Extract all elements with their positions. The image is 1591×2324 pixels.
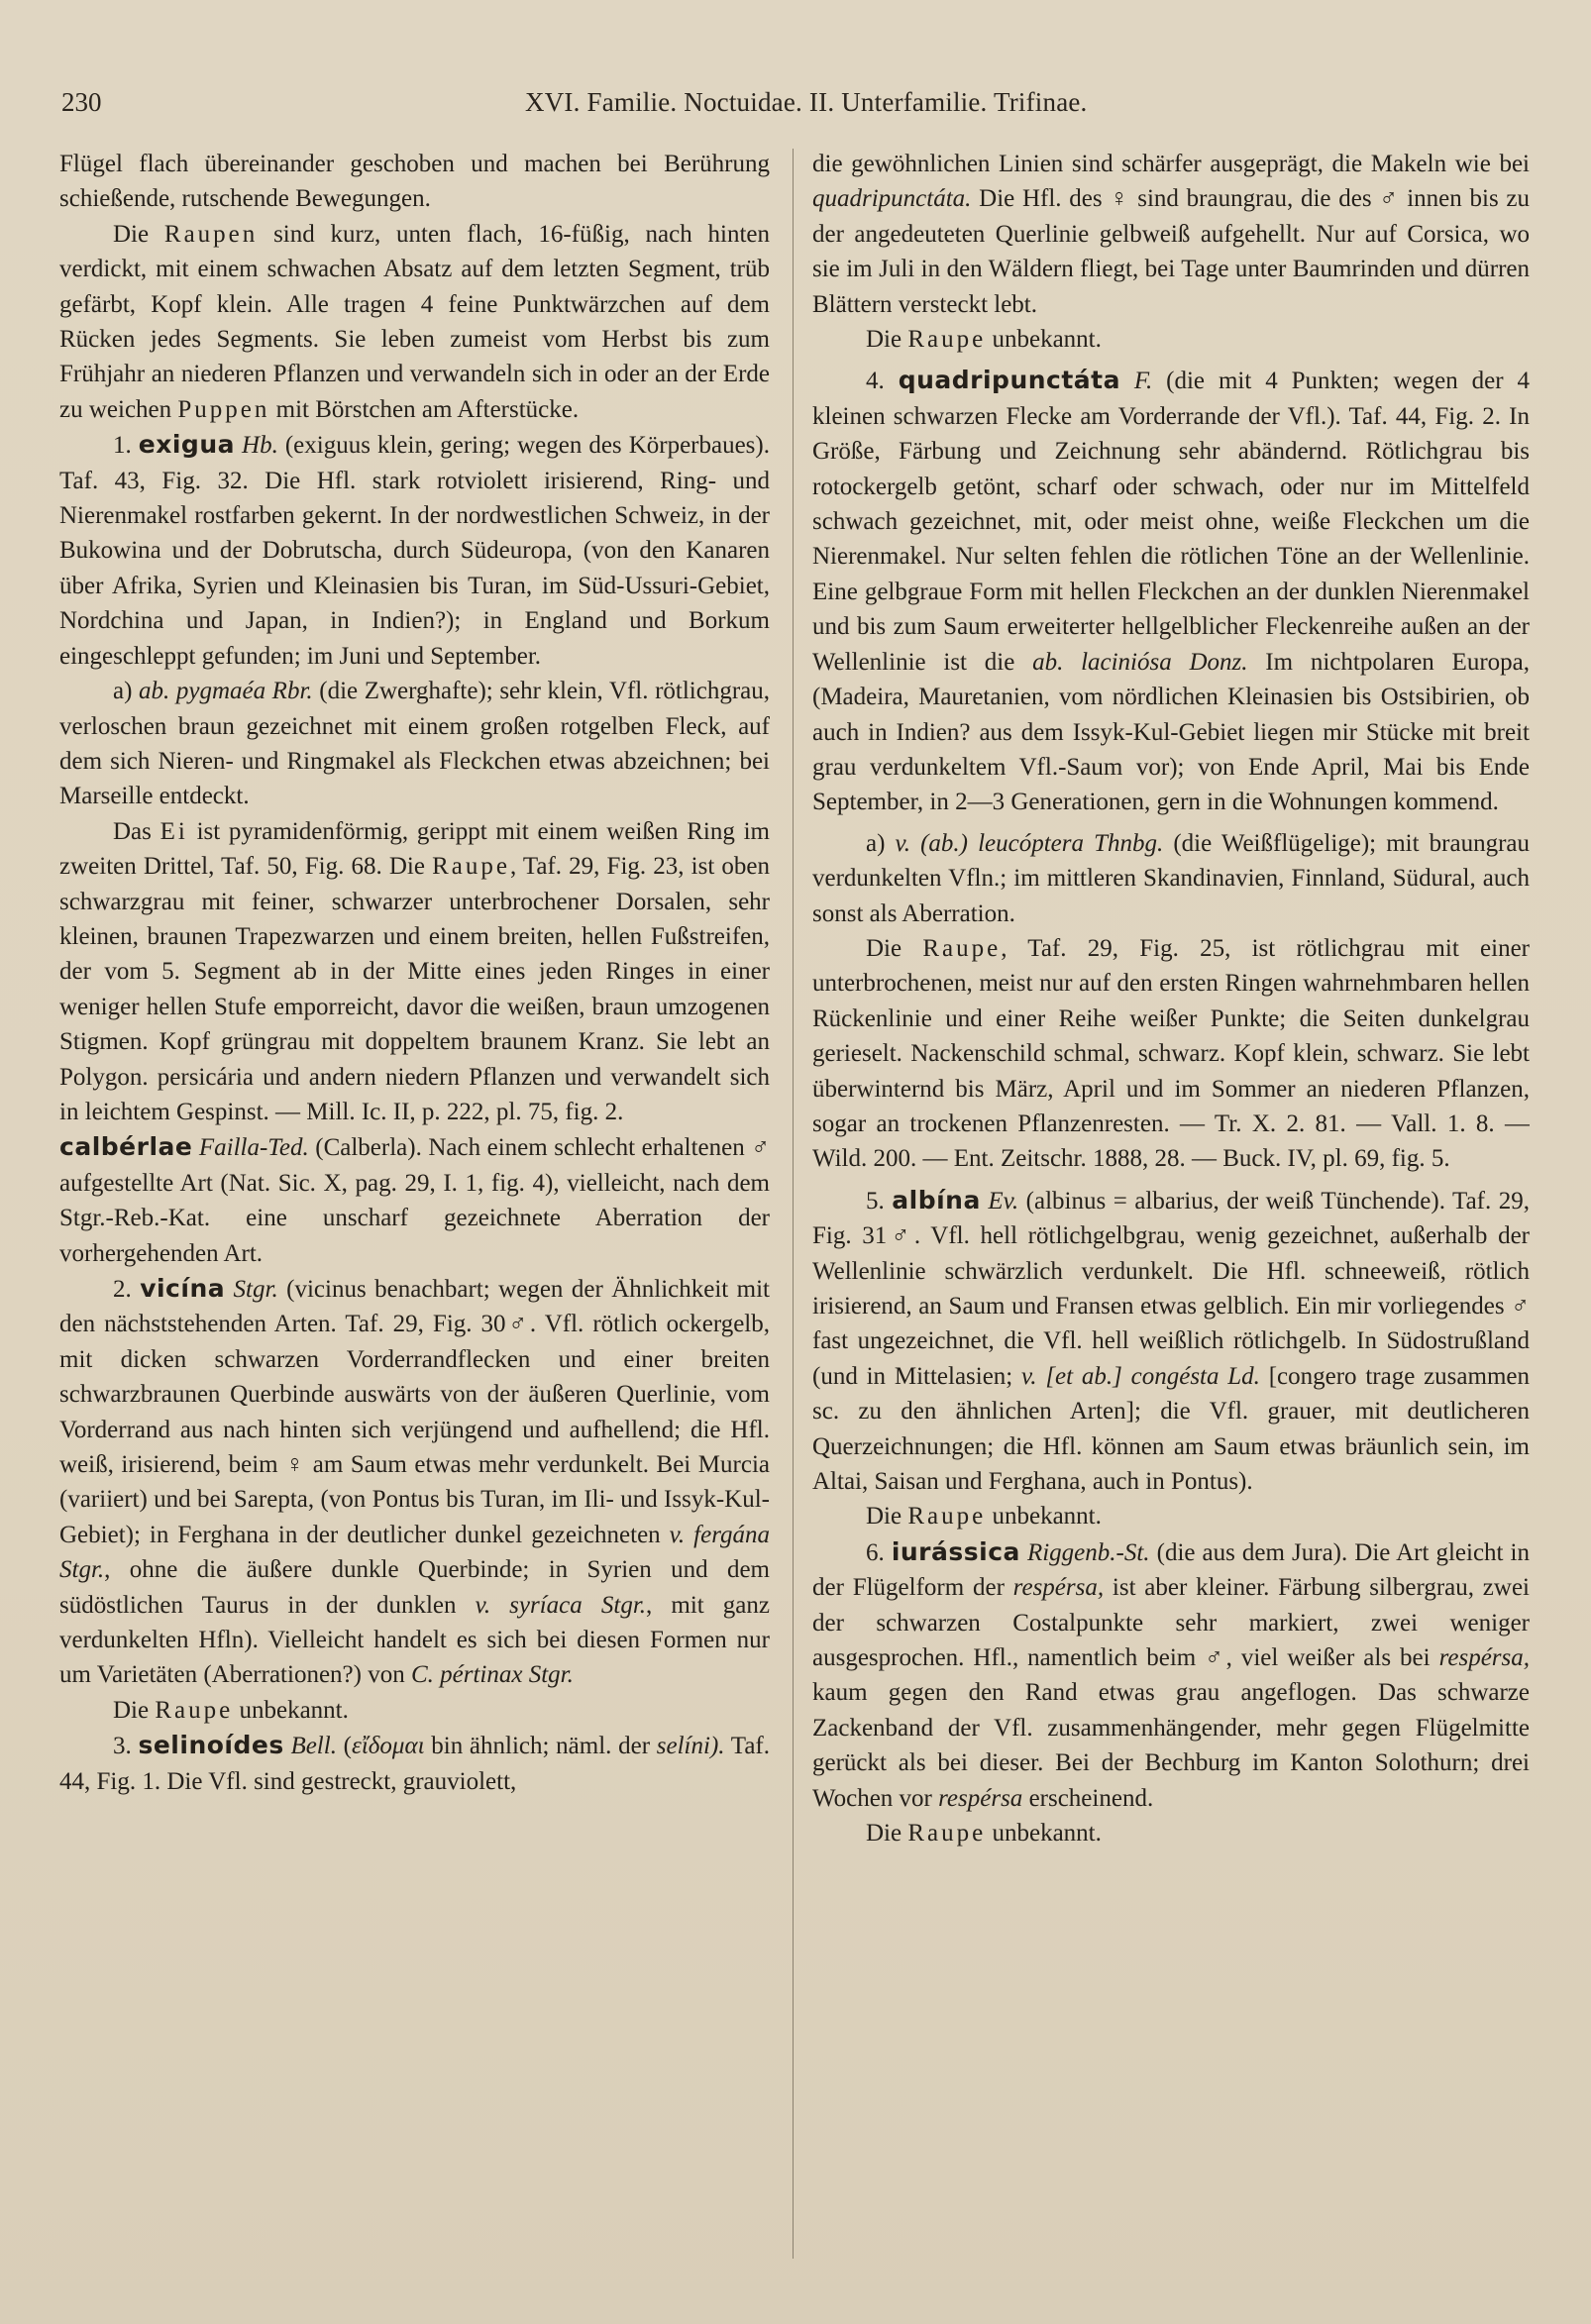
paragraph-egg-larva: Das Ei ist pyramidenförmig, gerippt mit einem weißen Ring im zweiten Drittel, Taf. 50, Fig. 68. Die Raupe, Taf. 29, Fig. 23, ist oben schwarzgrau mit feiner, schwarzer unterbrochener Dorsalen, sehr kleinen, braunen Trapezwarzen und einem breiten, hellen Fußstreifen, der vom 5. Segment ab in der Mitte eines jeden Ringes in einer weniger hellen Stufe emporreicht, davor die weißen, braun umzogenen Stigmen. Kopf grüngrau mit doppeltem braunem Kranz. Sie lebt an Polygon. persicária und andern niedern Pflanzen und verwandelt sich in leichtem Gespinst. — Mill. Ic. II, p. 222, pl. 75, fig. 2.	[59, 817, 770, 1125]
species-selinoides: 3. selinoídes Bell. (εἴδομαι bin ähnlich; näml. der selíni). Taf. 44, Fig. 1. Die Vfl. sind gestreckt, grauviolett,	[59, 1731, 770, 1795]
species-quadripunctata: 4. quadripunctáta F. (die mit 4 Punkten; wegen der 4 kleinen schwarzen Flecke am Vorderrande der Vfl.). Taf. 44, Fig. 2. In Größe, Färbung und Zeichnung sehr abändernd. Rötlichgrau bis rotockergelb getönt, scharf oder schwach, oder nur im Mittelfeld schwach gezeichnet, mit, oder meist ohne, weiße Fleckchen um die Nierenmakel. Nur selten fehlen die rötlichen Töne an der Wellenlinie. Eine gelbgraue Form mit hellen Fleckchen an der dunklen Nierenmakel und bis zum Saum erweiterter hellgelblicher Fleckenreihe außen an der Wellenlinie ist die ab. laciniósa Donz. Im nichtpolaren Europa, (Madeira, Mauretanien, vom nördlichen Kleinasien bis Ostsibirien, ob auch in Indien? aus dem Issyk-Kul-Gebiet liegen mir Stücke mit breit grau verdunkeltem Vfl.-Saum vor); von Ende April, Mai bis Ende September, in 2—3 Generationen, gern in die Wohnungen kommend.	[812, 366, 1530, 816]
right-column	[812, 147, 1530, 2286]
variety-leucoptera: a) v. (ab.) leucóptera Thnbg. (die Weißflügelige); mit braungrau verdunkelten Vfln.; im mittleren Skandinavien, Finnland, Südural, auch sonst als Aberration.	[812, 829, 1530, 927]
running-title: XVI. Familie. Noctuidae. II. Unterfamilie. Trifinae.	[525, 87, 1088, 117]
species-albina: 5. albína Ev. (albinus = albarius, der weiß Tünchende). Taf. 29, Fig. 31♂. Vfl. hell rötlichgelbgrau, wenig gezeichnet, außerhalb der Wellenlinie schwärzlich verdunkelt. Die Hfl. schneeweiß, rötlich irisierend, an Saum und Fransen etwas gelblich. Ein mir vorliegendes ♂ fast ungezeichnet, die Vfl. hell weißlich rötlichgelb. In Südostrußland (und in Mittelasien; v. [et ab.] congésta Ld. [congero trage zusammen sc. zu den ähnlichen Arten]; die Vfl. grauer, mit deutlicheren Querzeichnungen; die Hfl. können am Saum etwas bräunlich sein, im Altai, Saisan und Ferghana, auch in Pontus).	[812, 1185, 1530, 1496]
species-vicina: 2. vicína Stgr. (vicinus benachbart; wegen der Ähnlichkeit mit den nächststehenden Arten. Taf. 29, Fig. 30♂. Vfl. rötlich ockergelb, mit dicken schwarzen Vorderrandflecken und einer breiten schwarzbraunen Querbinde auswärts von der äußeren Querlinie, vom Vorderrand aus nach hinten sich verjüngend und aufhellend; die Hfl. weiß, irisierend, beim ♀ am Saum etwas mehr verdunkelt. Bei Murcia (variiert) und bei Sarepta, (von Pontus bis Turan, im Ili- und Issyk-Kul-Gebiet); in Ferghana in der deutlicher dunkel gezeichneten v. fergána Stgr., ohne die äußere dunkle Querbinde; in Syrien und dem südöstlichen Taurus in der dunklen v. syríaca Stgr., mit ganz verdunkelten Hfln). Vielleicht handelt es sich bei diesen Formen nur um Varietäten (Aberrationen?) von C. pértinax Stgr.	[59, 1274, 770, 1689]
paragraph-larva-unknown: Die Raupe unbekannt.	[113, 1696, 349, 1724]
species-name: albína	[892, 1185, 981, 1215]
paragraph-larva-unknown: Die Raupe unbekannt.	[866, 1503, 1102, 1531]
species-name: vicína	[140, 1274, 226, 1303]
column-divider	[793, 149, 794, 2259]
paragraph-larva-unknown: Die Raupe unbekannt.	[866, 1820, 1102, 1848]
species-name: selinoídes	[138, 1731, 284, 1760]
species-name: calbérlae	[59, 1132, 193, 1162]
aberration-pygmaea: a) ab. pygmaéa Rbr. (die Zwerghafte); sehr klein, Vfl. rötlichgrau, verloschen braun gezeichnet mit einem großen rotgelben Fleck, auf dem sich Nieren- und Ringmakel als Fleckchen etwas abzeichnen; bei Marseille entdeckt.	[59, 678, 770, 810]
species-name: iurássica	[891, 1536, 1020, 1566]
running-header	[61, 87, 1530, 127]
paragraph-larva: Die Raupe, Taf. 29, Fig. 25, ist rötlichgrau mit einer unterbrochenen, meist nur auf den ersten Ringen wahrnehmbaren hellen Rückenlinie und einer Reihe weißer Punkte; die Seiten dunkelgrau gerieselt. Nackenschild schmal, schwarz. Kopf klein, schwarz. Sie lebt überwinternd bis März, April und im Sommer an niederen Pflanzen, sogar an trockenen Pflanzenresten. — Tr. X. 2. 81. — Vall. 1. 8. — Wild. 200. — Ent. Zeitschr. 1888, 28. — Buck. IV, pl. 69, fig. 5.	[812, 934, 1530, 1173]
species-name: quadripunctáta	[898, 366, 1120, 395]
species-name: exigua	[138, 430, 235, 460]
species-exigua: 1. exigua Hb. (exiguus klein, gering; wegen des Körperbaues). Taf. 43, Fig. 32. Die Hfl. stark rotviolett irisierend, Ring- und Nierenmakel rostfarben gekernt. In der nordwestlichen Schweiz, in der Bukowina und der Dobrutscha, durch Südeuropa, (von den Kanaren über Afrika, Syrien und Kleinasien bis Turan, im Süd-Ussuri-Gebiet, Nordchina und Japan, in Indien?); in England und Borkum eingeschleppt gefunden; im Juni und September.	[59, 430, 770, 670]
paragraph: Flügel flach übereinander geschoben und machen bei Berührung schießende, rutschende Bewegungen.	[59, 151, 770, 213]
paragraph: die gewöhnlichen Linien sind schärfer ausgeprägt, die Makeln wie bei quadripunctáta. Die Hfl. des ♀ sind braungrau, die des ♂ innen bis zu der angedeuteten Querlinie gelbweiß aufgehellt. Nur auf Corsica, wo sie im Juli in den Wäldern fliegt, bei Tage unter Baumrinden und dürren Blättern versteckt lebt.	[812, 151, 1530, 318]
paragraph-larva-unknown: Die Raupe unbekannt.	[866, 326, 1102, 354]
paragraph: Die Raupen sind kurz, unten flach, 16-füßig, nach hinten verdickt, mit einem schwachen Absatz auf dem letzten Segment, trüb gefärbt, Kopf klein. Alle tragen 4 feine Punktwärzchen auf dem Rücken jedes Segments. Sie leben zumeist vom Herbst bis zum Frühjahr an niederen Pflanzen und verwandeln sich in oder an der Erde zu weichen Puppen mit Börstchen am Afterstücke.	[59, 220, 770, 423]
species-calberlae: calbérlae Failla-Ted. (Calberla). Nach einem schlecht erhaltenen ♂ aufgestellte Art (Nat. Sic. X, pag. 29, I. 1, fig. 4), vielleicht, nach dem Stgr.-Reb.-Kat. eine unscharf gezeichnete Aberration der vorhergehenden Art.	[59, 1132, 770, 1267]
species-iurassica: 6. iurássica Riggenb.-St. (die aus dem Jura). Die Art gleicht in der Flügelform der respérsa, ist aber kleiner. Färbung silbergrau, zwei der schwarzen Costalpunkte sehr markiert, zwei weniger ausgesprochen. Hfl., namentlich beim ♂, viel weißer als bei respérsa, kaum gegen den Rand etwas grau angeflogen. Das schwarze Zackenband der Vfl. zusammenhängender, mehr gegen Flügelmitte gerückt als bei dieser. Bei der Bechburg im Kanton Solothurn; drei Wochen vor respérsa erscheinend.	[812, 1536, 1530, 1812]
page-number: 230	[61, 87, 102, 117]
left-column	[59, 147, 770, 2286]
